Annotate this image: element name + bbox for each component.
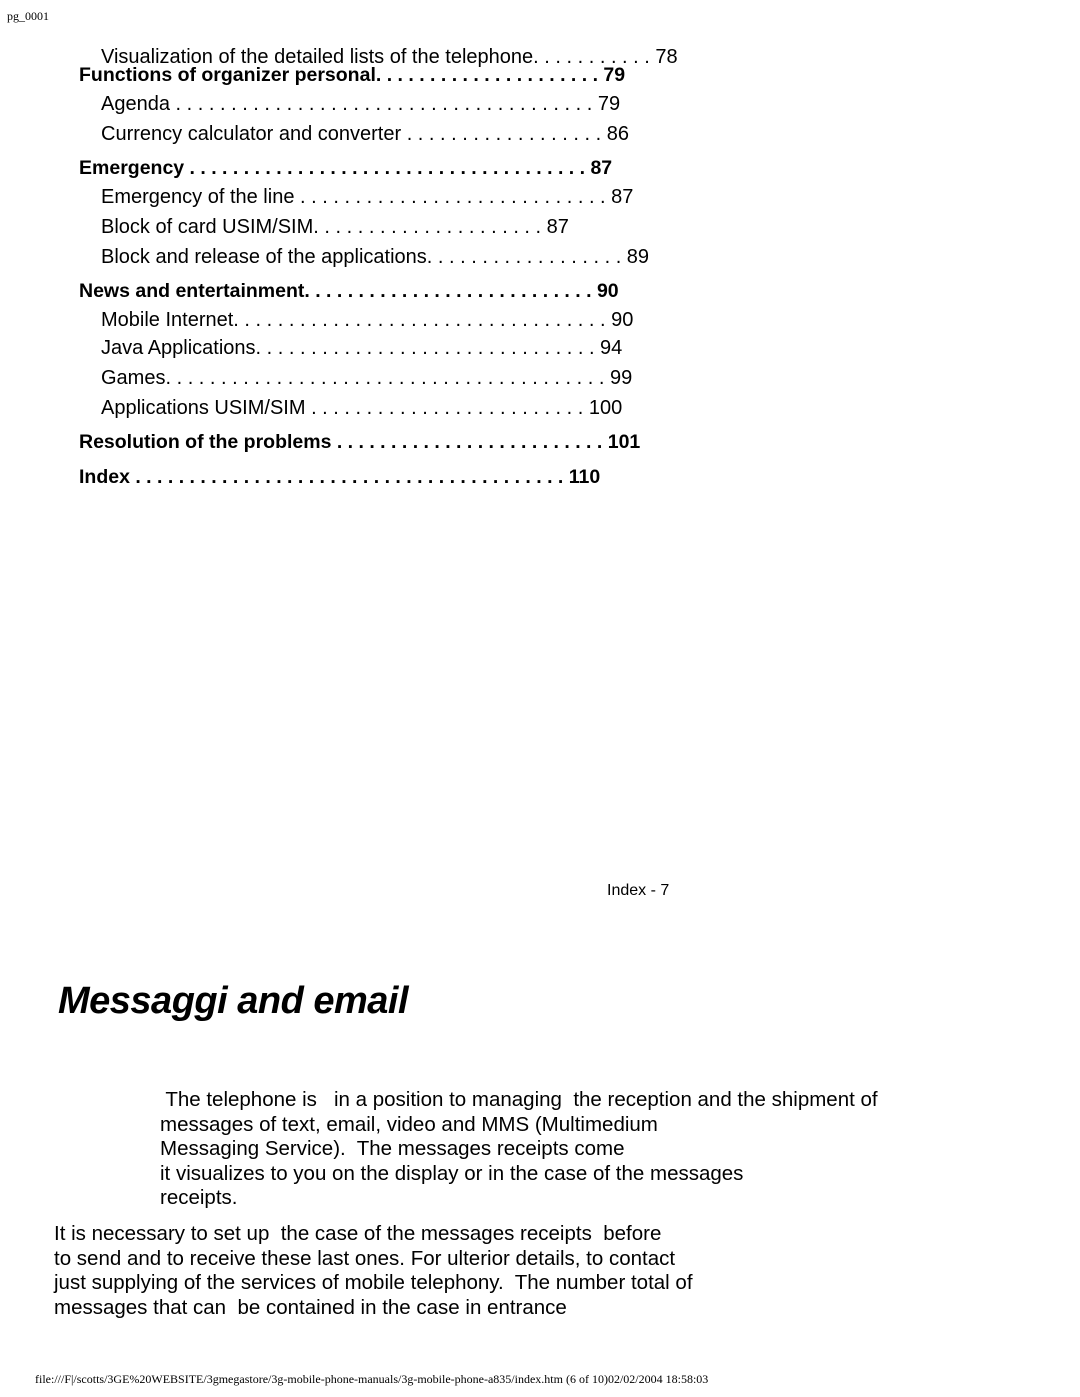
paragraph-line: The telephone is in a position to managing the reception and the shipment of: [160, 1088, 878, 1111]
paragraph-line: it visualizes to you on the display or in the case of the messages: [160, 1161, 744, 1185]
intro-paragraph: [160, 1088, 1000, 1211]
toc-entry: Block and release of the applications. . . . . . . . . . . . . . . . . . 89: [101, 246, 650, 268]
toc-entry: Visualization of the detailed lists of the telephone. . . . . . . . . . . 78: [101, 46, 678, 68]
toc-entry: Agenda . . . . . . . . . . . . . . . . . . . . . . . . . . . . . . . . . . . . . . 79: [101, 93, 621, 115]
paragraph-line: messages of text, email, video and MMS (Multimedium: [160, 1112, 658, 1136]
paragraph-line: receipts.: [160, 1186, 238, 1209]
toc-entry: Games. . . . . . . . . . . . . . . . . . . . . . . . . . . . . . . . . . . . . . . . 99: [101, 367, 633, 389]
page-index-label: Index - 7: [607, 882, 670, 899]
toc-entry: Mobile Internet. . . . . . . . . . . . . . . . . . . . . . . . . . . . . . . . . . 90: [101, 309, 634, 331]
toc-entry: Currency calculator and converter . . . . . . . . . . . . . . . . . . 86: [101, 123, 629, 145]
paragraph-line: to send and to receive these last ones. For ulterior details, to contact: [54, 1246, 676, 1270]
page-label: pg_0001: [7, 9, 49, 23]
paragraph-line: messages that can be contained in the case in entrance: [54, 1295, 567, 1319]
toc-entry: Block of card USIM/SIM. . . . . . . . . . . . . . . . . . . . . 87: [101, 216, 569, 238]
toc-heading: Emergency . . . . . . . . . . . . . . . . . . . . . . . . . . . . . . . . . . . . . 87: [79, 157, 613, 179]
toc-heading: Index . . . . . . . . . . . . . . . . . . . . . . . . . . . . . . . . . . . . . . . . 110: [79, 466, 601, 488]
paragraph-line: It is necessary to set up the case of the messages receipts before: [54, 1222, 662, 1245]
toc-entry: Java Applications. . . . . . . . . . . . . . . . . . . . . . . . . . . . . . . 94: [101, 337, 623, 359]
file-path-footer: file:///F|/scotts/3GE%20WEBSITE/3gmegastore/3g-mobile-phone-manuals/3g-mobile-phone-a835/index.htm (6 of 10)02/02/2004 18:58:03: [35, 1372, 709, 1386]
section-heading: Messaggi and email: [58, 980, 409, 1022]
paragraph-line: just supplying of the services of mobile telephony. The number total of: [54, 1271, 693, 1294]
toc-entry: Emergency of the line . . . . . . . . . . . . . . . . . . . . . . . . . . . . 87: [101, 186, 634, 208]
toc-heading: News and entertainment. . . . . . . . . . . . . . . . . . . . . . . . . . . 90: [79, 280, 619, 302]
toc-heading: Resolution of the problems . . . . . . . . . . . . . . . . . . . . . . . . . 101: [79, 431, 641, 453]
toc-heading: Functions of organizer personal. . . . . . . . . . . . . . . . . . . . . 79: [79, 64, 626, 86]
setup-paragraph: [54, 1222, 954, 1320]
toc-entry: Applications USIM/SIM . . . . . . . . . . . . . . . . . . . . . . . . . 100: [101, 397, 623, 419]
paragraph-line: Messaging Service). The messages receipts come: [160, 1137, 625, 1160]
